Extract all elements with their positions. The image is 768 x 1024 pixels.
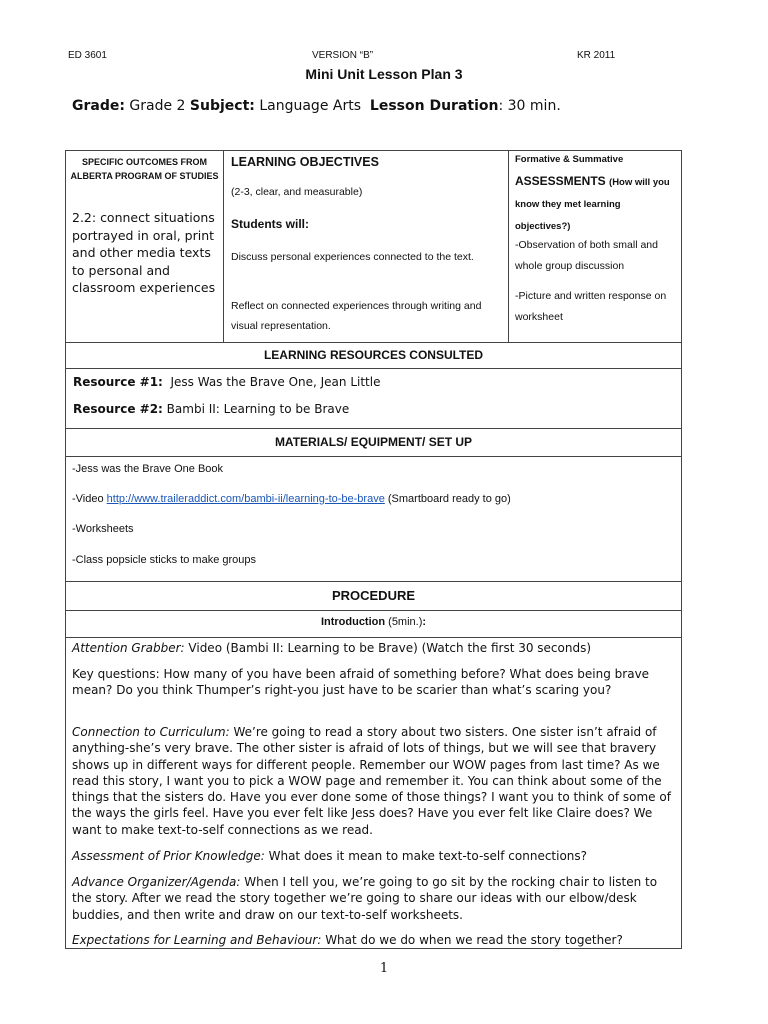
objective-item: Discuss personal experiences connected to the text. <box>231 251 474 263</box>
introduction-body-cell <box>65 637 682 949</box>
objective-item: Reflect on connected experiences through writing and visual representation. <box>231 300 482 332</box>
resource-value: Bambi II: Learning to be Brave <box>162 402 350 416</box>
paragraph-text: We’re going to read a story about two sisters. One sister isn’t afraid of anything-she’s very brave. The other sister is afraid of lots of things, but we will see that bravery shows up in different ways for different people. Remember our WOW pages from last time? As we read this story, I want you to pick a WOW page and remember it. You can think about some of the things that the sisters do. Have you ever done some of those things? I want you to think of some of the ways the girls feel. Have you ever felt like Jess does? Have you ever felt like Claire does? We want to make text-to-self connections as we read. <box>72 725 671 837</box>
introduction-heading-cell <box>65 610 682 638</box>
assessments-heading-big: ASSESSMENTS <box>515 174 606 188</box>
materials-body-cell <box>65 456 682 582</box>
grade-value: Grade 2 <box>129 98 186 114</box>
paragraph-lead: Attention Grabber: <box>72 641 185 655</box>
assessments-heading <box>515 171 677 237</box>
resource-item <box>73 402 349 416</box>
duration-label: Lesson Duration <box>369 98 499 114</box>
subject-value: Language Arts <box>259 98 362 114</box>
resource-item <box>73 375 380 389</box>
resource-label: Resource #1: <box>73 375 163 389</box>
material-book: -Jess was the Brave One Book <box>72 463 224 475</box>
procedure-heading-cell <box>65 581 682 611</box>
objectives-heading: LEARNING OBJECTIVES <box>231 155 379 169</box>
assessments-heading-small: Formative & Summative <box>515 154 624 165</box>
objectives-subheading: (2-3, clear, and measurable) <box>231 186 363 198</box>
students-will-label: Students will: <box>231 217 309 231</box>
procedure-paragraph <box>72 640 675 656</box>
video-prefix: -Video <box>72 493 107 505</box>
paragraph-text: What do we do when we read the story together? <box>321 933 623 947</box>
duration-value: : 30 min. <box>498 98 561 114</box>
procedure-heading: PROCEDURE <box>331 588 416 603</box>
video-suffix: (Smartboard ready to go) <box>384 493 511 505</box>
materials-heading-cell <box>65 428 682 457</box>
materials-heading: MATERIALS/ EQUIPMENT/ SET UP <box>274 435 473 449</box>
assessments-heading-question: (How will you know they met learning objectives?) <box>515 177 670 232</box>
paragraph-lead: Expectations for Learning and Behaviour: <box>72 933 322 947</box>
resource-value: Jess Was the Brave One, Jean Little <box>162 375 381 389</box>
paragraph-text: Key questions: How many of you have been afraid of something before? What does being brave mean? Do you think Thumper’s right-you just have to be scarier than what’s scaring you? <box>72 667 650 698</box>
resources-body-cell <box>65 368 682 429</box>
version-label: VERSION “B” <box>312 50 374 61</box>
grade-label: Grade: <box>72 98 125 114</box>
outcomes-cell <box>65 150 224 343</box>
introduction-time: (5min.) <box>385 616 423 628</box>
procedure-paragraph <box>72 874 675 923</box>
subject-label: Subject: <box>189 98 255 114</box>
outcomes-heading: SPECIFIC OUTCOMES FROM ALBERTA PROGRAM OF STUDIES <box>70 157 219 181</box>
procedure-paragraph <box>72 848 675 864</box>
objectives-cell <box>223 150 509 343</box>
introduction-label: Introduction <box>320 616 386 628</box>
material-sticks: -Class popsicle sticks to make groups <box>72 554 257 566</box>
assessment-item: -Picture and written response on worksheet <box>515 290 667 323</box>
paragraph-text: What does it mean to make text-to-self connections? <box>264 849 588 863</box>
resources-heading-cell <box>65 342 682 369</box>
procedure-paragraph <box>72 724 675 838</box>
paragraph-text: Video (Bambi II: Learning to be Brave) (Watch the first 30 seconds) <box>184 641 592 655</box>
introduction-colon: : <box>422 616 427 628</box>
material-worksheets: -Worksheets <box>72 523 134 535</box>
document-title: Mini Unit Lesson Plan 3 <box>305 66 463 82</box>
outcomes-body: 2.2: connect situations portrayed in oral, print and other media texts to personal and classroom experiences <box>72 210 216 295</box>
grade-subject-line <box>72 98 561 114</box>
paragraph-text: When I tell you, we’re going to go sit by the rocking chair to listen to the story. After we read the story together we’re going to share our ideas with our elbow/desk buddies, and then write and draw on our text-to-self worksheets. <box>72 875 658 922</box>
resource-label: Resource #2: <box>73 402 163 416</box>
procedure-paragraph <box>72 932 675 948</box>
video-link[interactable]: http://www.traileraddict.com/bambi-ii/learning-to-be-brave <box>106 493 385 505</box>
introduction-heading <box>66 616 681 628</box>
paragraph-lead: Advance Organizer/Agenda: <box>72 875 241 889</box>
page-number: 1 <box>379 961 389 976</box>
assessment-item: -Observation of both small and whole group discussion <box>515 239 658 272</box>
assessments-cell <box>508 150 682 343</box>
term-code: KR 2011 <box>577 50 616 61</box>
resources-heading: LEARNING RESOURCES CONSULTED <box>263 348 484 362</box>
material-video <box>72 493 511 505</box>
procedure-paragraph <box>72 666 675 699</box>
course-code: ED 3601 <box>68 50 107 61</box>
paragraph-lead: Connection to Curriculum: <box>72 725 230 739</box>
paragraph-lead: Assessment of Prior Knowledge: <box>72 849 265 863</box>
